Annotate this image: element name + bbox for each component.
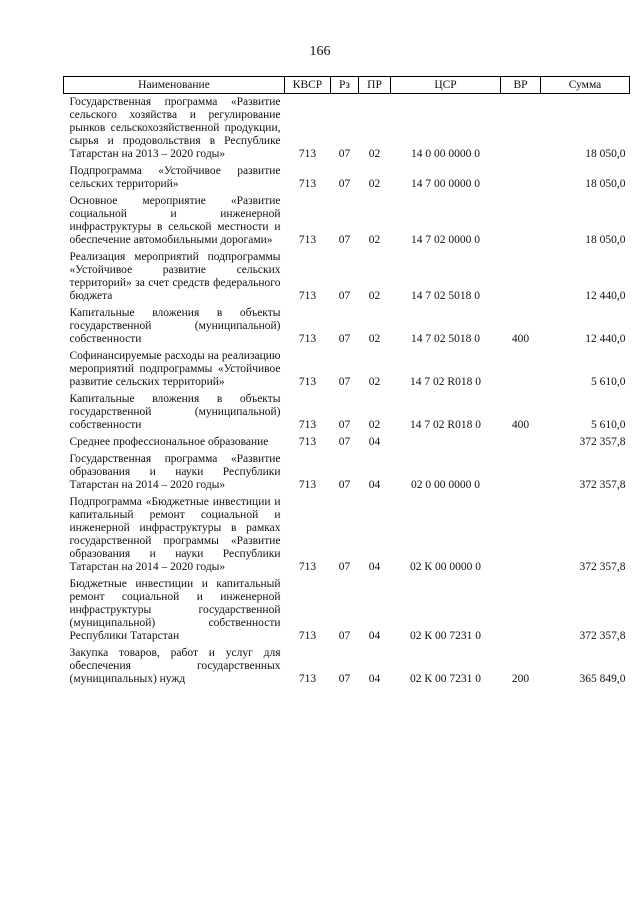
row-rz: 07 xyxy=(338,148,351,160)
row-csr: 02 0 00 0000 0 xyxy=(411,479,480,491)
row-vr xyxy=(501,94,541,164)
row-kvsr: 713 xyxy=(298,178,317,190)
row-kvsr: 713 xyxy=(298,234,317,246)
row-rz: 07 xyxy=(338,234,351,246)
row-vr xyxy=(501,576,541,645)
row-vr: 400 xyxy=(511,333,530,345)
row-name: Основное мероприятие «Развитие социальной и инженерной инфраструктуры в сельской местности и обеспечение автомобильными дорогами» xyxy=(69,195,281,246)
row-rz: 07 xyxy=(338,630,351,642)
row-csr: 14 7 02 R018 0 xyxy=(410,376,481,388)
row-sum: 18 050,0 xyxy=(585,178,626,190)
header-vr: ВР xyxy=(501,77,541,94)
row-pr: 04 xyxy=(368,479,381,491)
row-pr: 04 xyxy=(368,673,381,685)
row-rz: 07 xyxy=(338,333,351,345)
row-name: Реализация мероприятий подпрограммы «Устойчивое развитие сельских территорий» за счет средств федерального бюджета xyxy=(69,251,281,302)
row-pr: 02 xyxy=(368,333,381,345)
row-sum: 372 357,8 xyxy=(579,630,626,642)
table-row xyxy=(64,494,630,576)
row-kvsr: 713 xyxy=(298,436,317,448)
row-sum: 5 610,0 xyxy=(591,376,626,388)
header-rz: Рз xyxy=(331,77,359,94)
row-rz: 07 xyxy=(338,436,351,448)
header-csr: ЦСР xyxy=(391,77,501,94)
row-sum: 372 357,8 xyxy=(579,561,626,573)
row-csr: 02 К 00 0000 0 xyxy=(410,561,481,573)
header-pr: ПР xyxy=(359,77,391,94)
row-kvsr: 713 xyxy=(298,419,317,431)
budget-table xyxy=(63,76,630,688)
row-vr xyxy=(501,249,541,305)
row-pr: 04 xyxy=(368,630,381,642)
row-name: Софинансируемые расходы на реализацию мероприятий подпрограммы «Устойчивое развитие сельских территорий» xyxy=(69,350,281,388)
row-kvsr: 713 xyxy=(298,376,317,388)
row-pr: 04 xyxy=(368,436,381,448)
table-header-row xyxy=(64,77,630,94)
row-csr: 02 К 00 7231 0 xyxy=(410,630,481,642)
row-name: Подпрограмма «Бюджетные инвестиции и капитальный ремонт социальной и инженерной инфраструктуры в рамках государственной программы «Развитие образования и науки Республики Татарстан на 2014 – 2020 годы» xyxy=(69,496,281,573)
row-name: Среднее профессиональное образование xyxy=(69,436,269,448)
row-sum: 12 440,0 xyxy=(585,290,626,302)
table-row xyxy=(64,391,630,434)
table-row xyxy=(64,645,630,688)
row-pr: 02 xyxy=(368,376,381,388)
row-kvsr: 713 xyxy=(298,479,317,491)
row-vr xyxy=(501,434,541,451)
row-vr xyxy=(501,193,541,249)
row-csr: 14 7 02 5018 0 xyxy=(411,290,480,302)
row-kvsr: 713 xyxy=(298,290,317,302)
row-pr: 02 xyxy=(368,290,381,302)
row-sum: 365 849,0 xyxy=(579,673,626,685)
page-number: 166 xyxy=(309,44,331,59)
row-kvsr: 713 xyxy=(298,673,317,685)
table-row xyxy=(64,249,630,305)
row-rz: 07 xyxy=(338,178,351,190)
row-rz: 07 xyxy=(338,376,351,388)
row-kvsr: 713 xyxy=(298,561,317,573)
table-row xyxy=(64,434,630,451)
table-row xyxy=(64,193,630,249)
table-row xyxy=(64,163,630,193)
table-row xyxy=(64,576,630,645)
row-name: Государственная программа «Развитие сельского хозяйства и регулирование рынков сельскохозяйственной продукции, сырья и продовольствия в Республике Татарстан на 2013 – 2020 годы» xyxy=(69,96,281,160)
row-csr: 02 К 00 7231 0 xyxy=(410,673,481,685)
row-pr: 02 xyxy=(368,178,381,190)
row-name: Закупка товаров, работ и услуг для обеспечения государственных (муниципальных) нужд xyxy=(69,647,281,685)
header-sum: Сумма xyxy=(541,77,630,94)
row-csr: 14 7 00 0000 0 xyxy=(411,178,480,190)
table-row xyxy=(64,305,630,348)
row-name: Государственная программа «Развитие образования и науки Республики Татарстан на 2014 – 2020 годы» xyxy=(69,453,281,491)
row-kvsr: 713 xyxy=(298,630,317,642)
row-name: Подпрограмма «Устойчивое развитие сельских территорий» xyxy=(69,165,281,190)
row-sum: 372 357,8 xyxy=(579,479,626,491)
row-vr: 400 xyxy=(511,419,530,431)
row-rz: 07 xyxy=(338,419,351,431)
table-row xyxy=(64,348,630,391)
row-vr xyxy=(501,451,541,494)
row-rz: 07 xyxy=(338,561,351,573)
row-csr: 14 0 00 0000 0 xyxy=(411,148,480,160)
row-sum: 18 050,0 xyxy=(585,148,626,160)
row-pr: 02 xyxy=(368,234,381,246)
row-name: Капитальные вложения в объекты государственной (муниципальной) собственности xyxy=(69,307,281,345)
row-rz: 07 xyxy=(338,673,351,685)
row-sum: 18 050,0 xyxy=(585,234,626,246)
row-rz: 07 xyxy=(338,290,351,302)
row-csr: 14 7 02 R018 0 xyxy=(410,419,481,431)
row-vr xyxy=(501,348,541,391)
row-pr: 02 xyxy=(368,148,381,160)
row-name: Капитальные вложения в объекты государственной (муниципальной) собственности xyxy=(69,393,281,431)
row-csr: 14 7 02 5018 0 xyxy=(411,333,480,345)
row-rz: 07 xyxy=(338,479,351,491)
row-csr: 14 7 02 0000 0 xyxy=(411,234,480,246)
row-vr: 200 xyxy=(511,673,530,685)
row-sum: 12 440,0 xyxy=(585,333,626,345)
row-vr xyxy=(501,494,541,576)
table-row xyxy=(64,94,630,164)
row-kvsr: 713 xyxy=(298,148,317,160)
header-kvsr: КВСР xyxy=(285,77,331,94)
row-pr: 04 xyxy=(368,561,381,573)
row-sum: 372 357,8 xyxy=(579,436,626,448)
row-kvsr: 713 xyxy=(298,333,317,345)
row-pr: 02 xyxy=(368,419,381,431)
row-sum: 5 610,0 xyxy=(591,419,626,431)
row-name: Бюджетные инвестиции и капитальный ремонт социальной и инженерной инфраструктуры государственной (муниципальной) собственности Республики Татарстан xyxy=(69,578,281,642)
row-csr xyxy=(391,434,501,451)
header-name: Наименование xyxy=(64,77,285,94)
table-row xyxy=(64,451,630,494)
row-vr xyxy=(501,163,541,193)
